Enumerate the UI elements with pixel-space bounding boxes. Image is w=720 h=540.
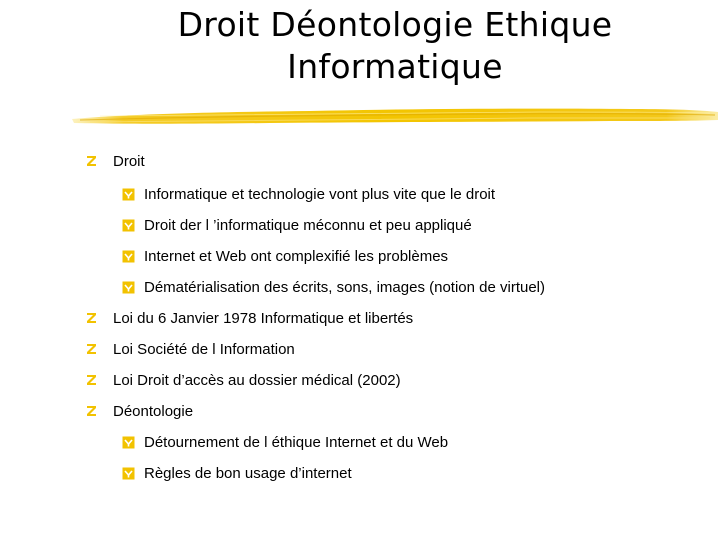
list-item-text: Loi Droit d’accès au dossier médical (2002) xyxy=(113,371,401,389)
list-item-level-1 xyxy=(86,338,295,360)
checkbox-bullet-icon xyxy=(122,219,135,232)
list-item-level-1 xyxy=(86,369,401,391)
checkbox-bullet-icon xyxy=(122,281,135,294)
list-item-text: Internet et Web ont complexifié les problèmes xyxy=(144,247,449,265)
list-item-text: Dématérialisation des écrits, sons, images (notion de virtuel) xyxy=(144,278,546,296)
list-item-level-1 xyxy=(86,307,413,329)
list-item-level-2 xyxy=(122,183,495,205)
list-item-level-1 xyxy=(86,150,145,172)
slide-title-line-1: Droit Déontologie Ethique xyxy=(177,5,613,44)
checkbox-bullet-icon xyxy=(122,467,135,480)
list-item-level-2 xyxy=(122,276,545,298)
z-bullet-icon xyxy=(86,155,97,167)
checkbox-bullet-icon xyxy=(122,250,135,263)
list-item-level-2 xyxy=(122,214,472,236)
list-item-level-2 xyxy=(122,462,352,484)
z-bullet-icon xyxy=(86,374,97,386)
z-bullet-icon xyxy=(86,343,97,355)
list-item-level-1 xyxy=(86,400,193,422)
list-item-text: Loi Société de l Information xyxy=(113,340,295,358)
list-item-text: Règles de bon usage d’internet xyxy=(144,464,352,482)
list-item-level-2 xyxy=(122,431,448,453)
list-item-text: Loi du 6 Janvier 1978 Informatique et libertés xyxy=(113,309,414,327)
list-item-level-2 xyxy=(122,245,448,267)
list-item-text: Droit xyxy=(113,152,145,170)
z-bullet-icon xyxy=(86,312,97,324)
slide-title-line-2: Informatique xyxy=(287,47,503,86)
list-item-text: Droit der l ’informatique méconnu et peu appliqué xyxy=(144,216,472,234)
z-bullet-icon xyxy=(86,405,97,417)
brush-stroke-divider xyxy=(70,102,720,130)
list-item-text: Détournement de l éthique Internet et du Web xyxy=(144,433,449,451)
checkbox-bullet-icon xyxy=(122,188,135,201)
slide-title xyxy=(0,4,720,88)
checkbox-bullet-icon xyxy=(122,436,135,449)
list-item-text: Déontologie xyxy=(113,402,194,420)
list-item-text: Informatique et technologie vont plus vite que le droit xyxy=(144,185,496,203)
